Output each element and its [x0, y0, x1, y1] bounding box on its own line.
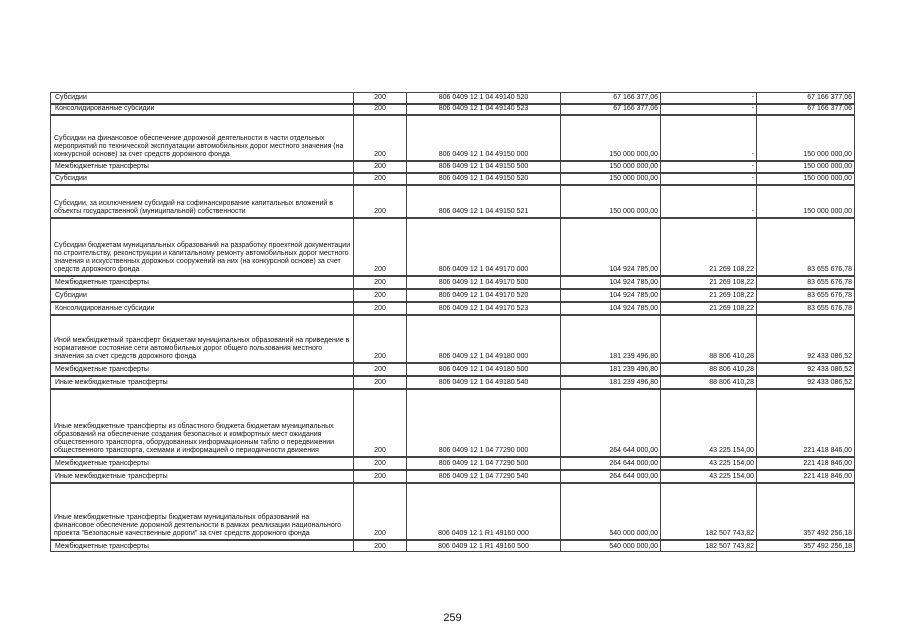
row-line-code: 200 — [354, 315, 407, 363]
row-executed-amount: 21 269 108,22 — [661, 218, 757, 276]
row-budget-code: 806 0409 12 1 R1 49160 500 — [407, 540, 561, 552]
table-row — [51, 185, 855, 218]
row-line-code: 200 — [354, 289, 407, 302]
row-executed-amount: 21 269 108,22 — [661, 289, 757, 302]
row-remaining-amount: 92 433 086,52 — [757, 315, 855, 363]
row-budget-code: 806 0409 12 1 04 49150 500 — [407, 161, 561, 173]
row-name: Иной межбюджетный трансферт бюджетам муниципальных образований на приведение в нормативное состояние сети автомобильных дорог общего пользования местного значения за счет средств дорожного фонда — [51, 315, 354, 363]
table-row — [51, 276, 855, 289]
row-remaining-amount: 150 000 000,00 — [757, 185, 855, 218]
row-name: Субсидии — [51, 93, 354, 104]
row-line-code: 200 — [354, 376, 407, 389]
row-executed-amount: 43 225 154,00 — [661, 470, 757, 483]
row-line-code: 200 — [354, 93, 407, 104]
row-remaining-amount: 92 433 086,52 — [757, 376, 855, 389]
row-remaining-amount: 150 000 000,00 — [757, 161, 855, 173]
row-budget-code: 806 0409 12 1 04 49140 520 — [407, 93, 561, 104]
row-line-code: 200 — [354, 161, 407, 173]
row-name: Консолидированные субсидии — [51, 104, 354, 115]
row-remaining-amount: 357 492 256,18 — [757, 540, 855, 552]
row-budget-code: 806 0409 12 1 04 49180 000 — [407, 315, 561, 363]
table-row — [51, 302, 855, 315]
row-name: Субсидии — [51, 289, 354, 302]
row-line-code: 200 — [354, 457, 407, 470]
table-row — [51, 173, 855, 185]
row-budget-code: 806 0409 12 1 04 49180 500 — [407, 363, 561, 376]
row-budget-code: 806 0409 12 1 04 77290 540 — [407, 470, 561, 483]
row-name: Консолидированные субсидии — [51, 302, 354, 315]
row-approved-amount: 181 239 496,80 — [561, 376, 661, 389]
row-approved-amount: 150 000 000,00 — [561, 185, 661, 218]
row-executed-amount: - — [661, 185, 757, 218]
row-remaining-amount: 67 166 377,06 — [757, 93, 855, 104]
table-row — [51, 540, 855, 552]
row-executed-amount: - — [661, 93, 757, 104]
row-line-code: 200 — [354, 173, 407, 185]
row-approved-amount: 104 924 785,00 — [561, 218, 661, 276]
row-executed-amount: 88 806 410,28 — [661, 363, 757, 376]
row-line-code: 200 — [354, 104, 407, 115]
row-approved-amount: 540 000 000,00 — [561, 540, 661, 552]
row-budget-code: 806 0409 12 1 04 49180 540 — [407, 376, 561, 389]
row-executed-amount: 43 225 154,00 — [661, 457, 757, 470]
row-name: Иные межбюджетные трансферты — [51, 376, 354, 389]
row-executed-amount: 21 269 108,22 — [661, 276, 757, 289]
row-approved-amount: 181 239 496,80 — [561, 315, 661, 363]
row-approved-amount: 104 924 785,00 — [561, 289, 661, 302]
table-row — [51, 104, 855, 115]
table-row — [51, 161, 855, 173]
row-remaining-amount: 83 655 676,78 — [757, 302, 855, 315]
row-name: Субсидии бюджетам муниципальных образований на разработку проектной документации по строительству, реконструкции и капитальному ремонту автомобильных дорог местного значения и искусственных дорожных сооружений на них (на конкурсной основе) за счет средств дорожного фонда — [51, 218, 354, 276]
table-row — [51, 315, 855, 363]
row-approved-amount: 264 644 000,00 — [561, 389, 661, 457]
row-budget-code: 806 0409 12 1 04 49150 000 — [407, 115, 561, 161]
row-executed-amount: 182 507 743,82 — [661, 483, 757, 540]
row-executed-amount: 43 225 154,00 — [661, 389, 757, 457]
table-row — [51, 218, 855, 276]
row-line-code: 200 — [354, 218, 407, 276]
row-budget-code: 806 0409 12 1 R1 49160 000 — [407, 483, 561, 540]
row-budget-code: 806 0409 12 1 04 49170 500 — [407, 276, 561, 289]
row-name: Субсидии — [51, 173, 354, 185]
row-approved-amount: 150 000 000,00 — [561, 161, 661, 173]
row-approved-amount: 540 000 000,00 — [561, 483, 661, 540]
row-approved-amount: 264 644 000,00 — [561, 457, 661, 470]
row-line-code: 200 — [354, 185, 407, 218]
row-budget-code: 806 0409 12 1 04 49170 000 — [407, 218, 561, 276]
row-remaining-amount: 83 655 676,78 — [757, 289, 855, 302]
table-body — [51, 93, 855, 552]
table-row — [51, 470, 855, 483]
row-executed-amount: - — [661, 115, 757, 161]
row-remaining-amount: 83 655 676,78 — [757, 276, 855, 289]
table-row — [51, 115, 855, 161]
row-budget-code: 806 0409 12 1 04 49170 523 — [407, 302, 561, 315]
row-name: Иные межбюджетные трансферты — [51, 470, 354, 483]
row-line-code: 200 — [354, 470, 407, 483]
budget-execution-table — [50, 92, 855, 552]
table-row — [51, 93, 855, 104]
row-name: Межбюджетные трансферты — [51, 540, 354, 552]
row-name: Межбюджетные трансферты — [51, 457, 354, 470]
row-name: Субсидии на финансовое обеспечение дорожной деятельности в части отдельных мероприятий по технической эксплуатации автомобильных дорог местного значения (на конкурсной основе) за счет средств дорожного фонда — [51, 115, 354, 161]
row-name: Субсидии, за исключением субсидий на софинансирование капитальных вложений в объекты государственной (муниципальной) собственности — [51, 185, 354, 218]
row-remaining-amount: 221 418 846,00 — [757, 470, 855, 483]
row-approved-amount: 150 000 000,00 — [561, 115, 661, 161]
row-line-code: 200 — [354, 363, 407, 376]
row-name: Межбюджетные трансферты — [51, 363, 354, 376]
row-line-code: 200 — [354, 115, 407, 161]
row-approved-amount: 67 166 377,06 — [561, 104, 661, 115]
row-executed-amount: - — [661, 104, 757, 115]
row-approved-amount: 67 166 377,06 — [561, 93, 661, 104]
row-name: Иные межбюджетные трансферты из областного бюджета бюджетам муниципальных образований на обеспечение создания безопасных и комфортных мест ожидания общественного транспорта, оборудованных информационным табло о передвижении общественного транспорта, схемами и информацией о периодичности движения — [51, 389, 354, 457]
table-row — [51, 289, 855, 302]
row-budget-code: 806 0409 12 1 04 77290 500 — [407, 457, 561, 470]
row-remaining-amount: 221 418 846,00 — [757, 389, 855, 457]
row-remaining-amount: 83 655 676,78 — [757, 218, 855, 276]
row-executed-amount: 182 507 743,82 — [661, 540, 757, 552]
table-row — [51, 483, 855, 540]
row-remaining-amount: 150 000 000,00 — [757, 173, 855, 185]
row-executed-amount: 88 806 410,28 — [661, 376, 757, 389]
row-budget-code: 806 0409 12 1 04 49150 521 — [407, 185, 561, 218]
row-approved-amount: 150 000 000,00 — [561, 173, 661, 185]
row-remaining-amount: 150 000 000,00 — [757, 115, 855, 161]
row-budget-code: 806 0409 12 1 04 49170 520 — [407, 289, 561, 302]
row-budget-code: 806 0409 12 1 04 49140 523 — [407, 104, 561, 115]
table-row — [51, 389, 855, 457]
row-remaining-amount: 67 166 377,06 — [757, 104, 855, 115]
row-budget-code: 806 0409 12 1 04 77290 000 — [407, 389, 561, 457]
table-row — [51, 457, 855, 470]
page-number: 259 — [443, 612, 462, 624]
row-executed-amount: 88 806 410,28 — [661, 315, 757, 363]
row-line-code: 200 — [354, 276, 407, 289]
table-row — [51, 376, 855, 389]
row-line-code: 200 — [354, 302, 407, 315]
row-approved-amount: 104 924 785,00 — [561, 302, 661, 315]
table-row — [51, 363, 855, 376]
row-name: Иные межбюджетные трансферты бюджетам муниципальных образований на финансовое обеспечение дорожной деятельности в рамках реализации национального проекта "Безопасные качественные дороги" за счет средств дорожного фонда — [51, 483, 354, 540]
row-name: Межбюджетные трансферты — [51, 276, 354, 289]
row-executed-amount: - — [661, 173, 757, 185]
row-name: Межбюджетные трансферты — [51, 161, 354, 173]
row-executed-amount: - — [661, 161, 757, 173]
row-remaining-amount: 92 433 086,52 — [757, 363, 855, 376]
row-remaining-amount: 357 492 256,18 — [757, 483, 855, 540]
row-approved-amount: 264 644 000,00 — [561, 470, 661, 483]
row-line-code: 200 — [354, 389, 407, 457]
row-approved-amount: 181 239 496,80 — [561, 363, 661, 376]
row-line-code: 200 — [354, 540, 407, 552]
row-line-code: 200 — [354, 483, 407, 540]
row-executed-amount: 21 269 108,22 — [661, 302, 757, 315]
row-approved-amount: 104 924 785,00 — [561, 276, 661, 289]
row-budget-code: 806 0409 12 1 04 49150 520 — [407, 173, 561, 185]
row-remaining-amount: 221 418 846,00 — [757, 457, 855, 470]
